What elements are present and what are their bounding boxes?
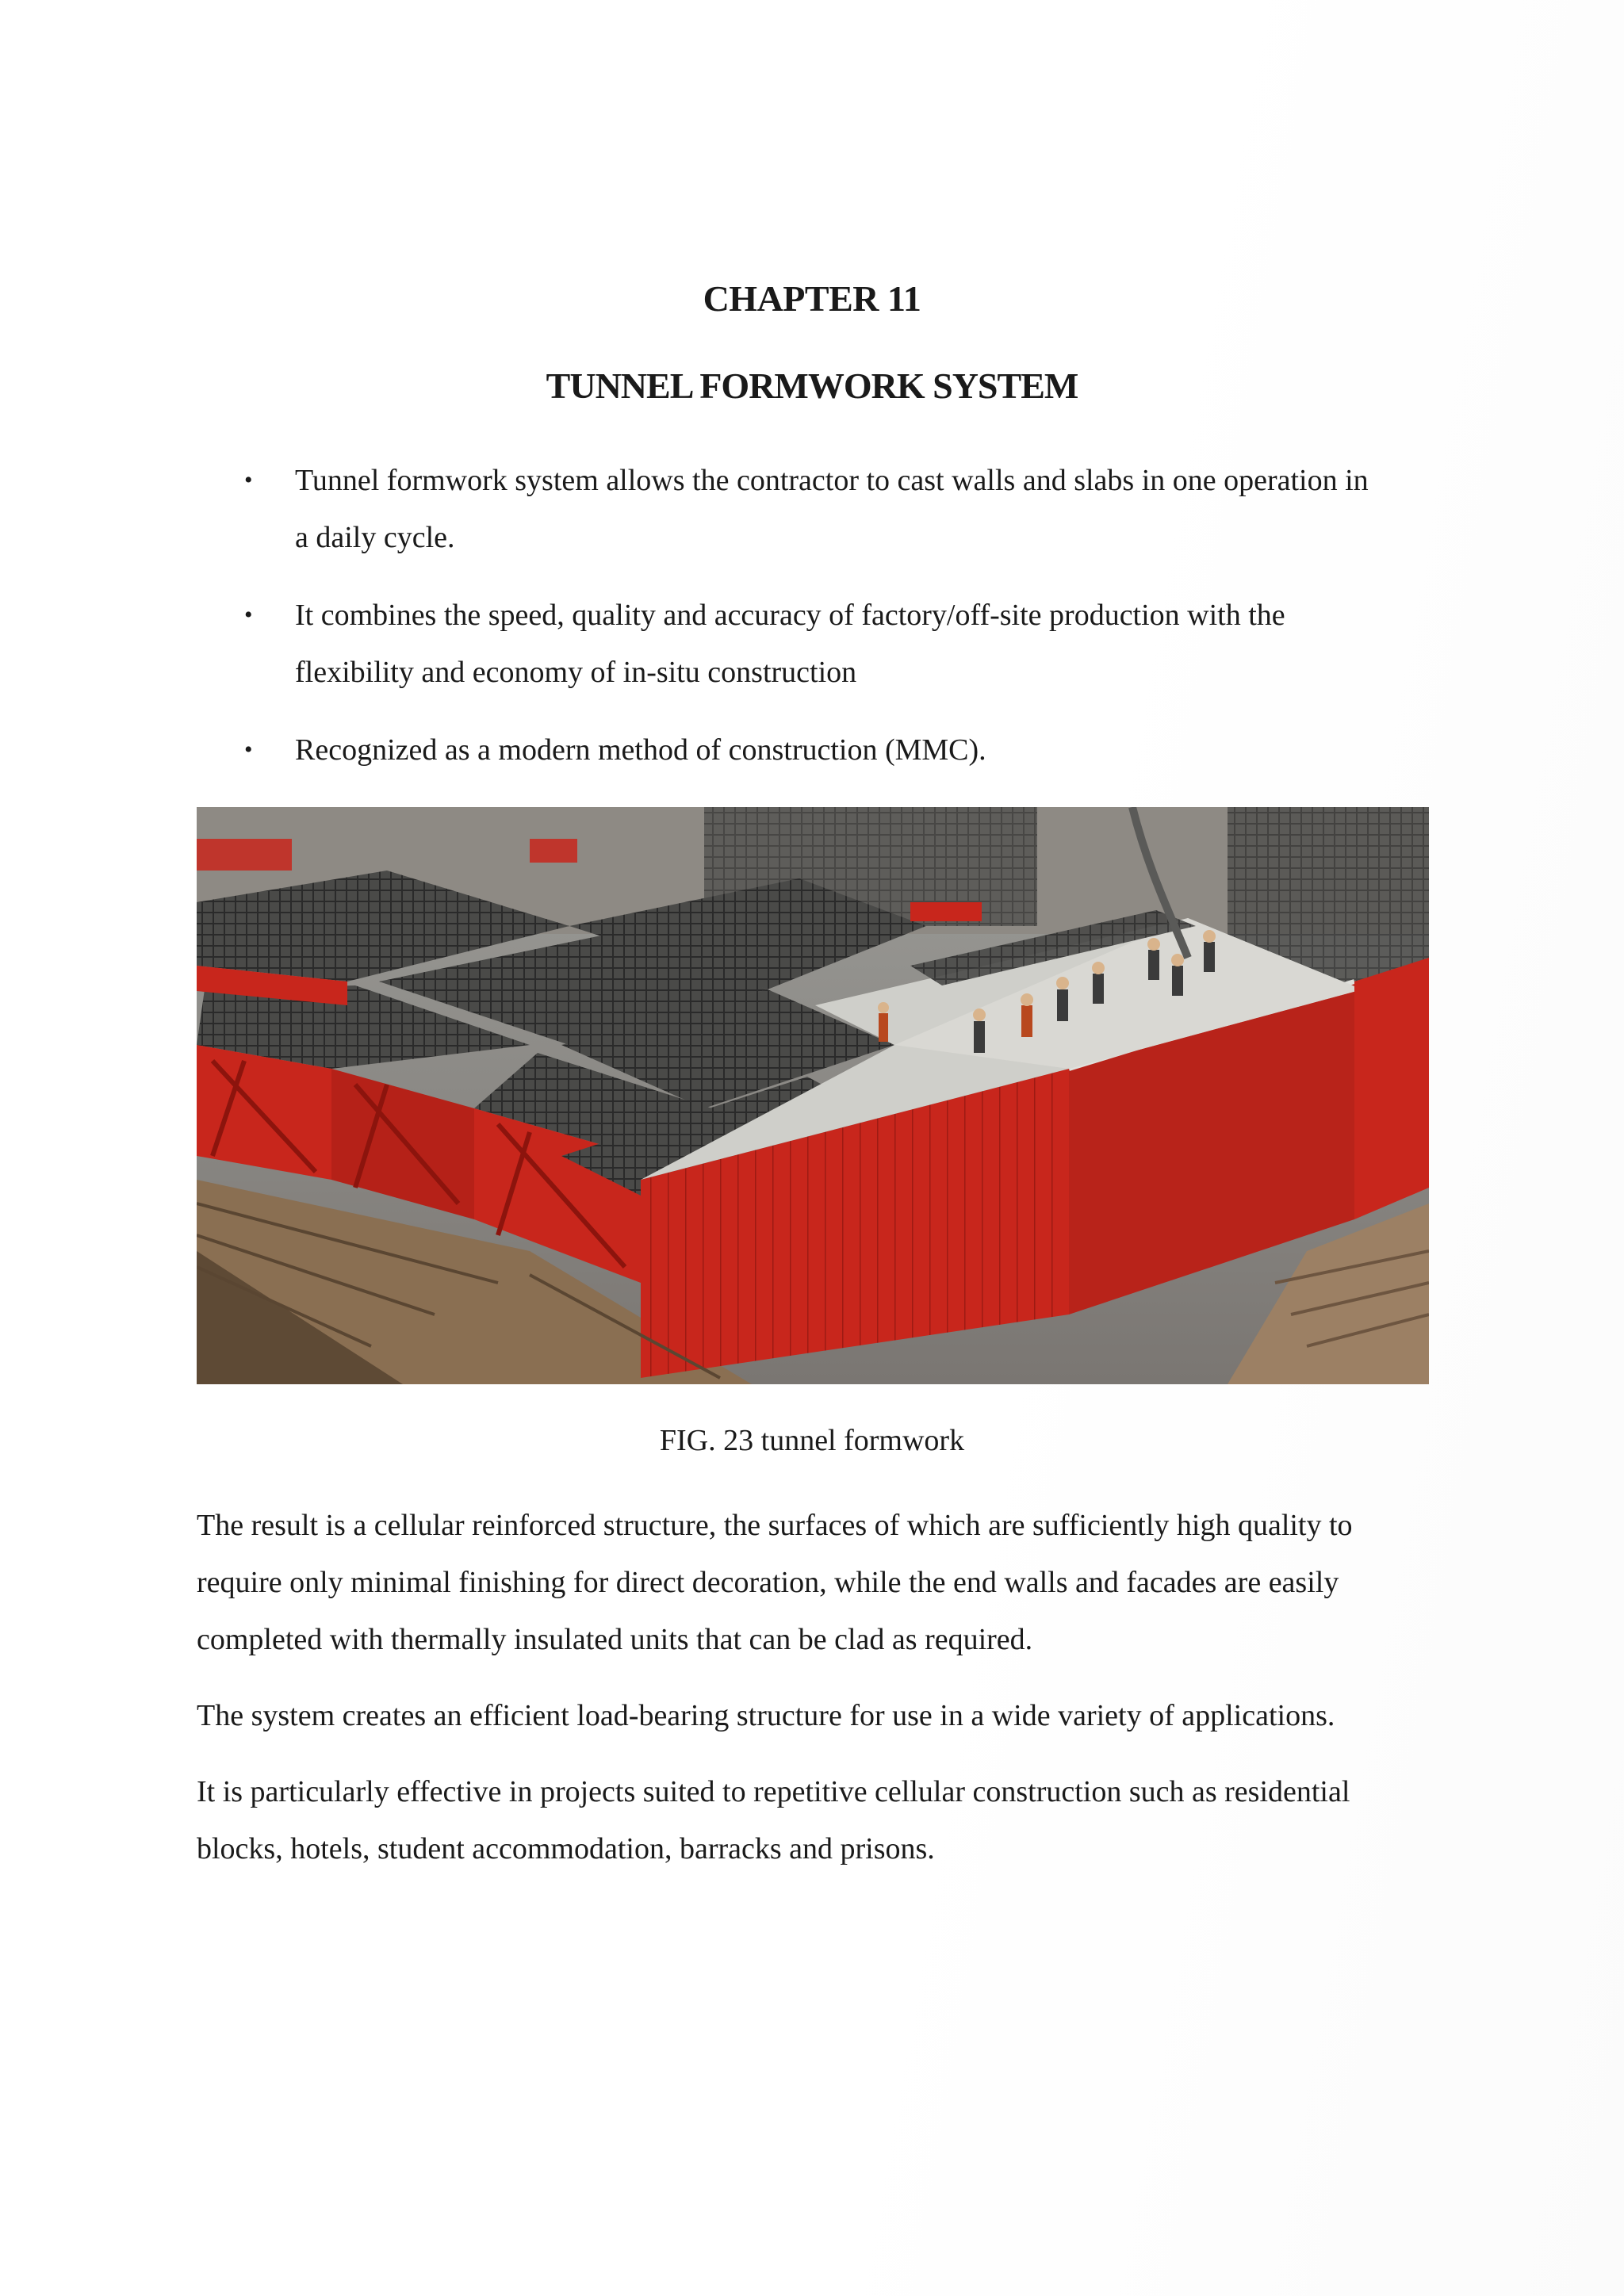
section-title: TUNNEL FORMWORK SYSTEM — [546, 365, 1078, 406]
bullet-item — [244, 721, 1386, 779]
bullet-text: Tunnel formwork system allows the contractor to cast walls and slabs in one operation in a daily cycle. — [295, 464, 1369, 554]
bullet-item — [244, 452, 1386, 566]
bullet-item — [244, 587, 1386, 701]
bullet-icon: • — [244, 602, 253, 628]
bullet-icon: • — [244, 737, 253, 763]
body-text — [197, 1497, 1434, 1896]
bullet-icon: • — [244, 467, 253, 493]
paragraph: The result is a cellular reinforced structure, the surfaces of which are sufficiently high quality to require only minimal finishing for direct decoration, while the end walls and facades are easily completed with thermally insulated units that can be clad as required. — [197, 1509, 1353, 1656]
paragraph: It is particularly effective in projects suited to repetitive cellular construction such as residential blocks, hotels, student accommodation, barracks and prisons. — [197, 1775, 1350, 1866]
bullet-text: Recognized as a modern method of construction (MMC). — [295, 733, 986, 767]
bullet-text: It combines the speed, quality and accuracy of factory/off-site production with the flexibility and economy of in-situ construction — [295, 599, 1285, 689]
chapter-heading: CHAPTER 11 — [703, 278, 921, 319]
paragraph: The system creates an efficient load-bearing structure for use in a wide variety of applications. — [197, 1699, 1335, 1732]
tunnel-formwork-photo — [197, 807, 1429, 1384]
figure-caption: FIG. 23 tunnel formwork — [659, 1424, 965, 1457]
bullet-list — [244, 452, 1386, 799]
